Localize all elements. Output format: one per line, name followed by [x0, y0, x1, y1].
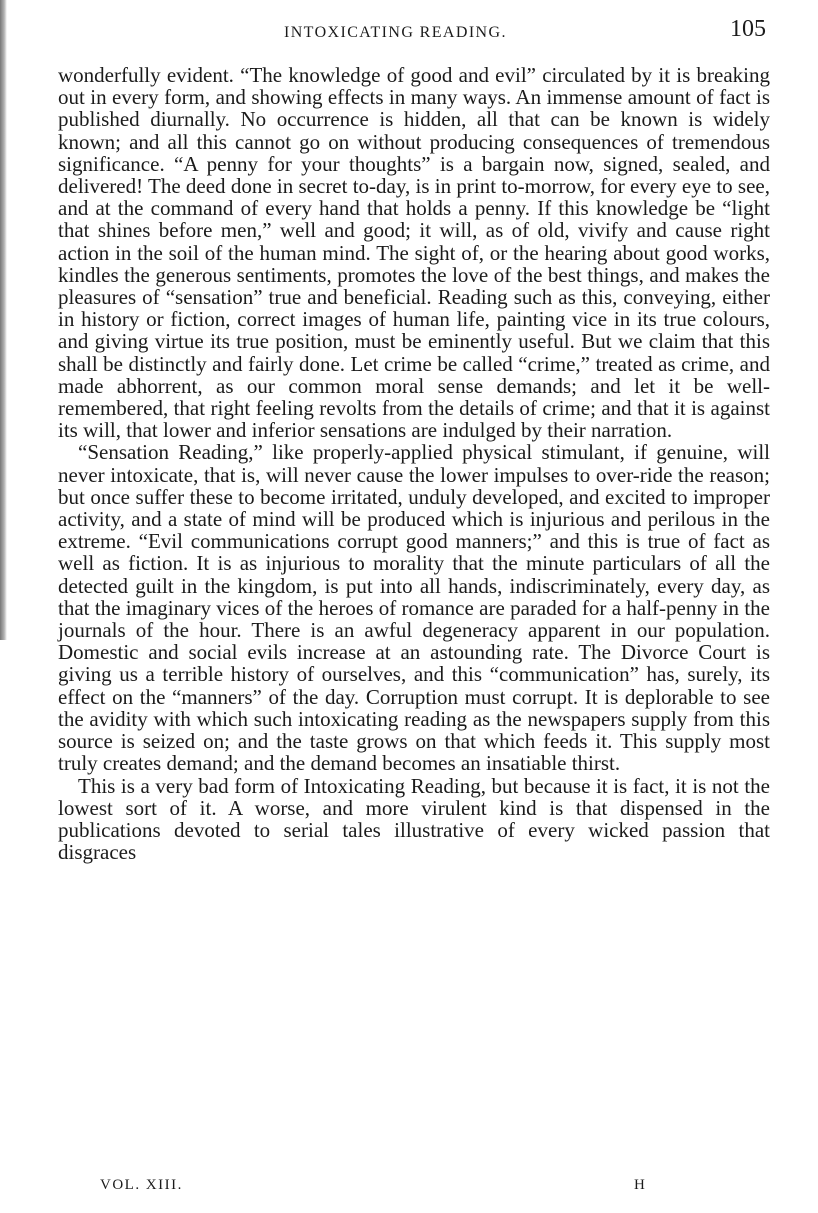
- page-number: 105: [730, 16, 766, 42]
- binding-edge-shadow: [0, 0, 7, 640]
- body-text: [58, 64, 770, 863]
- signature-mark: H: [634, 1177, 645, 1193]
- page-footer: [100, 1177, 660, 1201]
- page-header: [58, 16, 770, 50]
- paragraph-bad-form: This is a very bad form of Intoxicating Reading, but because it is fact, it is not the lowest sort of it. A worse, and more virulent kind is that dispensed in the publications devoted to serial tales illustrative of every wicked passion that disgraces: [58, 773, 770, 865]
- paragraph-continued: wonderfully evident. “The knowledge of good and evil” circulated by it is breaking out in every form, and showing effects in many ways. An immense amount of fact is published diurnally. No occurrence is hidden, all that can be known is widely known; and all this cannot go on without producing consequences of tremendous significance. “A penny for your thoughts” is a bargain now, signed, sealed, and delivered! The deed done in secret to-day, is in print to-morrow, for every eye to see, and at the command of every hand that holds a penny. If this knowledge be “light that shines before men,” well and good; it will, as of old, vivify and cause right action in the soil of the human mind. The sight of, or the hearing about good works, kindles the generous sentiments, promotes the love of the best things, and makes the pleasures of “sensation” true and beneficial. Reading such as this, conveying, either in history or fiction, correct images of human life, painting vice in its true colours, and giving virtue its true position, must be eminently useful. But we claim that this shall be distinctly and fairly done. Let crime be called “crime,” treated as crime, and made abhorrent, as our common moral sense demands; and let it be well-remembered, that right feeling revolts from the details of crime; and that it is against its will, that lower and inferior sensations are indulged by their narration.: [58, 63, 770, 443]
- volume-signature: VOL. XIII.: [100, 1177, 183, 1193]
- paragraph-sensation-reading: “Sensation Reading,” like properly-applied physical stimulant, if genuine, will never intoxicate, that is, will never cause the lower impulses to over-ride the reason; but once suffer these to become irritated, unduly developed, and excited to improper activity, and a state of mind will be produced which is injurious and perilous in the extreme. “Evil communications corrupt good manners;” and this is true of fact as well as fiction. It is as injurious to morality that the minute particulars of all the detected guilt in the kingdom, is put into all hands, indiscriminately, every day, as that the imaginary vices of the heroes of romance are paraded for a half-penny in the journals of the hour. There is an awful degeneracy apparent in our population. Domestic and social evils increase at an astounding rate. The Divorce Court is giving us a terrible history of ourselves, and this “communication” has, surely, its effect on the “manners” of the day. Corruption must corrupt. It is deplorable to see the avidity with which such intoxicating reading as the newspapers supply from this source is seized on; and the taste grows on that which feeds it. This supply most truly creates demand; and the demand becomes an insatiable thirst.: [58, 440, 770, 776]
- running-head: INTOXICATING READING.: [284, 24, 507, 41]
